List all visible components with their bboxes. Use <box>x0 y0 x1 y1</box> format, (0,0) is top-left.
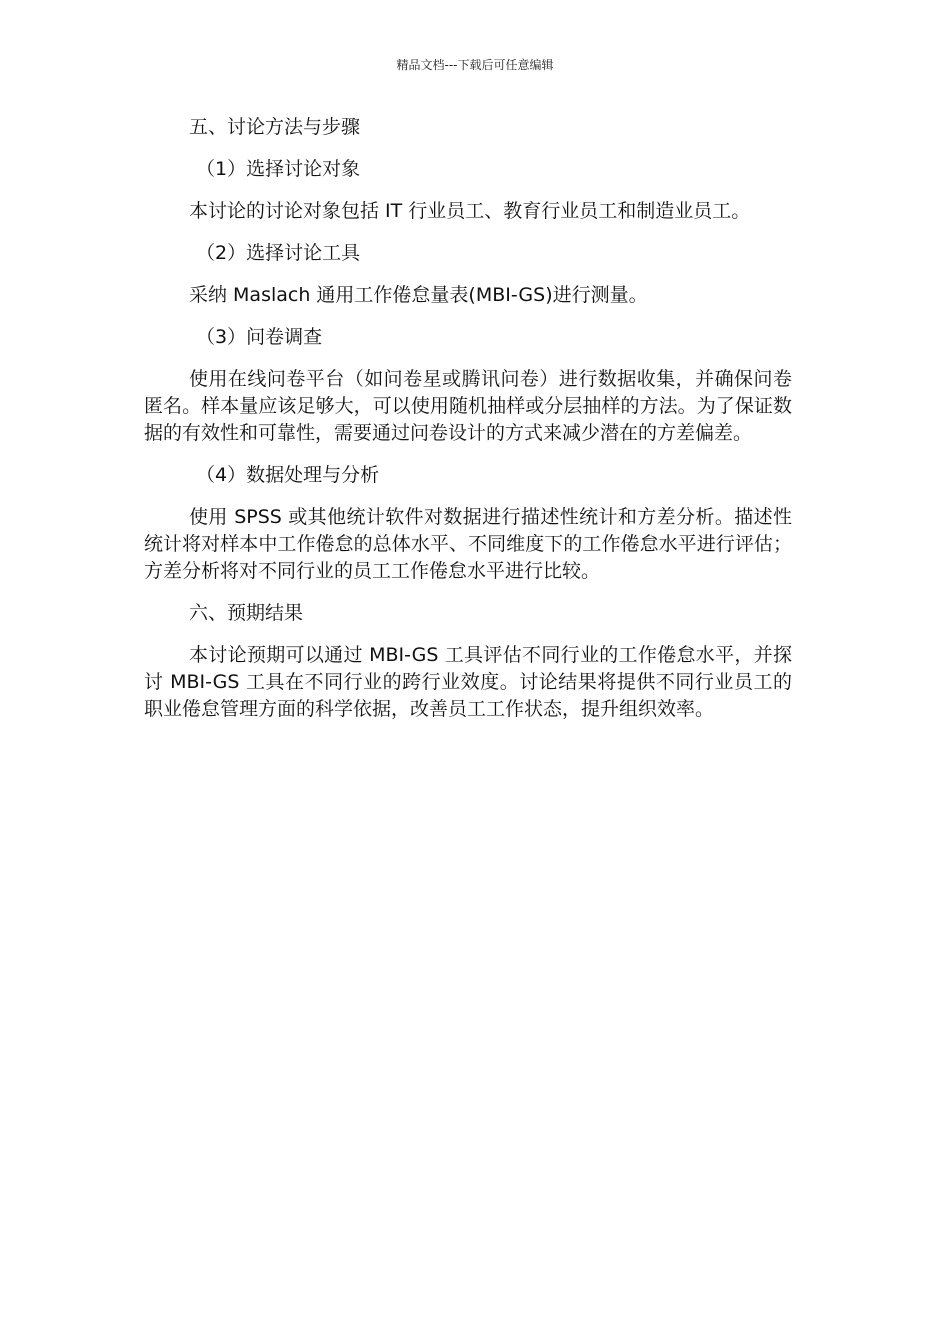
section-5-2-title: （2）选择讨论工具 <box>196 242 361 264</box>
section-5-title: 五、讨论方法与步骤 <box>189 116 361 138</box>
section-5-3-title: （3）问卷调查 <box>196 326 323 348</box>
section-5-4-body: 使用 SPSS 或其他统计软件对数据进行描述性统计和方差分析。描述性统计将对样本中工作倦怠的总体水平、不同维度下的工作倦怠水平进行评估；方差分析将对不同行业的员工工作倦怠水平进行比较。 <box>144 506 792 582</box>
section-6-body: 本讨论预期可以通过 MBI-GS 工具评估不同行业的工作倦怠水平，并探讨 MBI-GS 工具在不同行业的跨行业效度。讨论结果将提供不同行业员工的职业倦怠管理方面的科学依据，改善员工工作状态，提升组织效率。 <box>144 644 792 720</box>
section-5-1-body: 本讨论的讨论对象包括 IT 行业员工、教育行业员工和制造业员工。 <box>189 200 751 222</box>
section-6-title: 六、预期结果 <box>189 602 304 624</box>
page-header: 精品文档---下载后可任意编辑 <box>396 58 554 72</box>
section-5-3-body: 使用在线问卷平台（如问卷星或腾讯问卷）进行数据收集，并确保问卷匿名。样本量应该足够大，可以使用随机抽样或分层抽样的方法。为了保证数据的有效性和可靠性，需要通过问卷设计的方式来减少潜在的方差偏差。 <box>144 368 792 444</box>
section-5-1-title: （1）选择讨论对象 <box>196 158 361 180</box>
section-5-4-title: （4）数据处理与分析 <box>196 464 380 486</box>
document-body <box>144 114 792 723</box>
section-5-2-body: 采纳 Maslach 通用工作倦怠量表(MBI-GS)进行测量。 <box>189 284 648 306</box>
